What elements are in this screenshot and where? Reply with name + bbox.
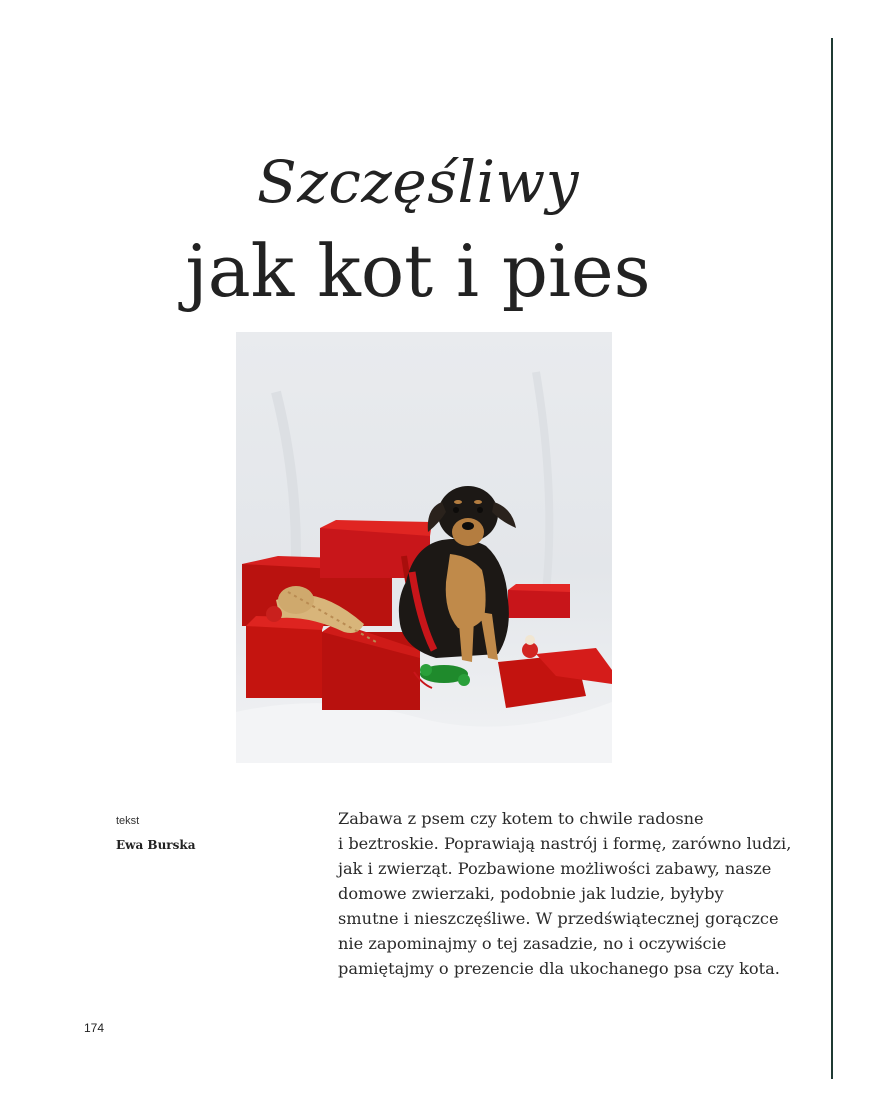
lead-line: nie zapominajmy o tej zasadzie, no i oczywiście bbox=[338, 934, 727, 953]
article-photo bbox=[236, 332, 612, 763]
lead-line: Zabawa z psem czy kotem to chwile radosne bbox=[338, 809, 704, 828]
page-number: 174 bbox=[84, 1021, 105, 1035]
byline-author: Ewa Burska bbox=[116, 838, 196, 852]
lead-line: jak i zwierząt. Pozbawione możliwości zabawy, nasze bbox=[338, 859, 772, 878]
lead-line: domowe zwierzaki, podobnie jak ludzie, byłyby bbox=[338, 884, 724, 903]
title-main-line: jak kot i pies bbox=[185, 229, 651, 313]
dog-with-gift-boxes-photo bbox=[236, 332, 612, 763]
lead-line: smutne i nieszczęśliwe. W przedświątecznej gorączce bbox=[338, 909, 779, 928]
title-italic-line: Szczęśliwy bbox=[257, 148, 579, 216]
lead-paragraph bbox=[338, 806, 792, 981]
lead-line: i beztroskie. Poprawiają nastrój i formę, zarówno ludzi, bbox=[338, 834, 792, 853]
byline-label: tekst bbox=[116, 815, 140, 827]
lead-line: pamiętajmy o prezencie dla ukochanego psa czy kota. bbox=[338, 959, 780, 978]
